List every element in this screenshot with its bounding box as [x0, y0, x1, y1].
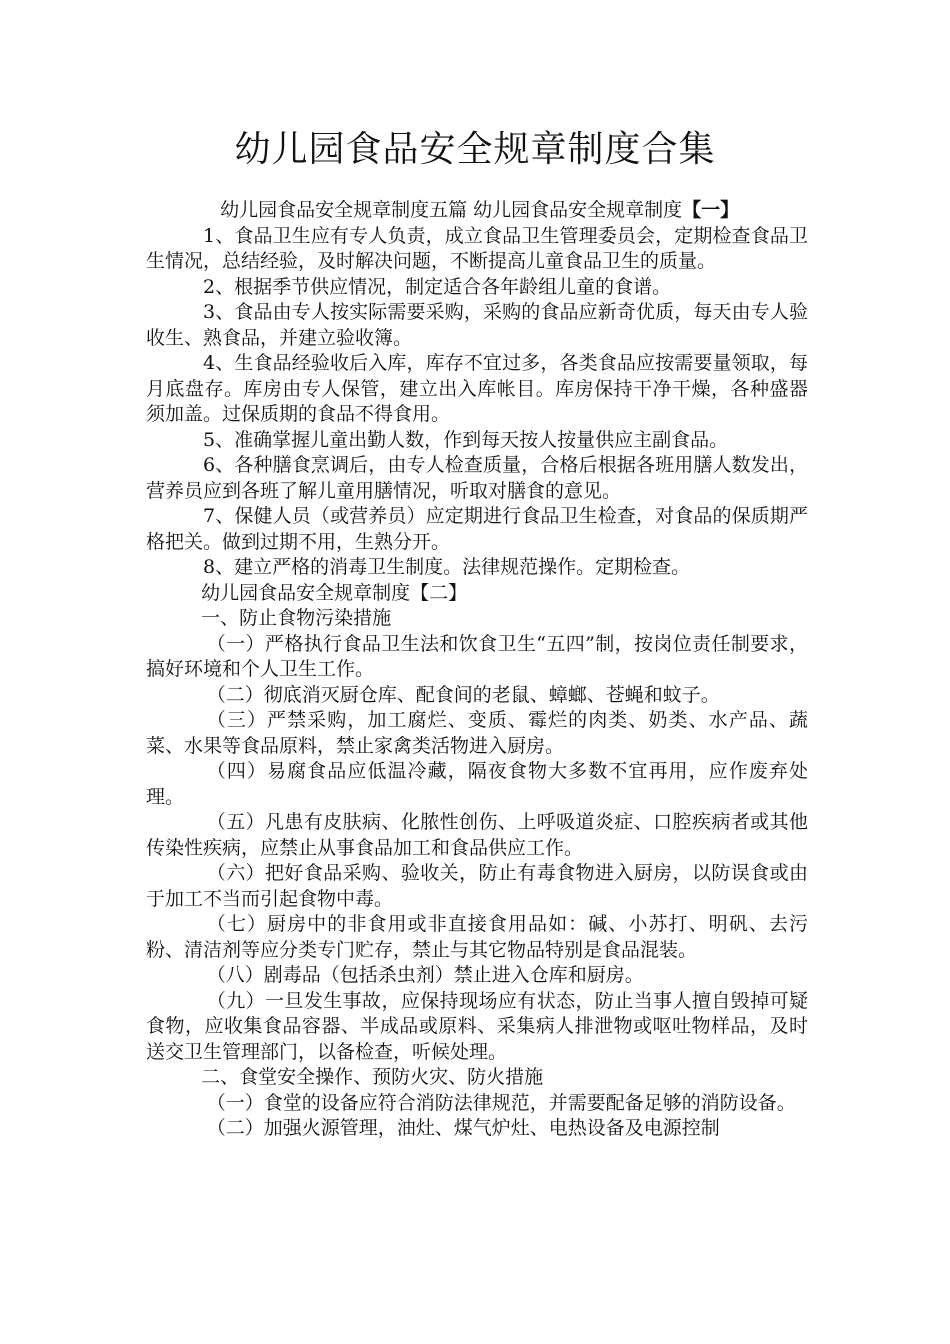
document-title: 幼儿园食品安全规章制度合集	[234, 129, 716, 170]
measure-item: （二）彻底消灭厨仓库、配食间的老鼠、蟑螂、苍蝇和蚊子。	[206, 683, 720, 706]
rule-item: 1、食品卫生应有专人负责，成立食品卫生管理委员会，定期检查食品卫生情况，总结经验，及时解决问题，不断提高儿童食品卫生的质量。	[146, 224, 808, 272]
section-one-heading: 一、防止食物污染措施	[201, 607, 392, 629]
measure-item: （八）剧毒品（包括杀虫剂）禁止进入仓库和厨房。	[206, 964, 644, 986]
rule-item: 5、准确掌握儿童出勤人数，作到每天按人按量供应主副食品。	[203, 428, 729, 451]
intro-section-marker: 【一】	[682, 199, 740, 221]
rule-item: 4、生食品经验收后入库，库存不宜过多，各类食品应按需要量领取，每月底盘存。库房由专人保管，建立出入库帐目。库房保持干净干燥，各种盛器须加盖。过保质期的食品不得食用。	[146, 352, 808, 425]
measure-item: （六）把好食品采购、验收关，防止有毒食物进入厨房，以防误食或由于加工不当而引起食物中毒。	[146, 862, 808, 910]
measure-item: （五）凡患有皮肤病、化脓性创伤、上呼吸道炎症、口腔疾病者或其他传染性疾病，应禁止从事食品加工和食品供应工作。	[146, 811, 808, 859]
measure-item: （三）严禁采购，加工腐烂、变质、霉烂的肉类、奶类、水产品、蔬菜、水果等食品原料，禁止家禽类活物进入厨房。	[146, 709, 808, 757]
measure-item: （七）厨房中的非食用或非直接食用品如：碱、小苏打、明矾、去污粉、清洁剂等应分类专门贮存，禁止与其它物品特别是食品混装。	[146, 913, 808, 961]
rule-item: 2、根据季节供应情况，制定适合各年龄组儿童的食谱。	[203, 275, 672, 298]
measure-item: （一）食堂的设备应符合消防法律规范，并需要配备足够的消防设备。	[206, 1091, 796, 1114]
intro-paragraph	[146, 198, 808, 224]
rule-item: 7、保健人员（或营养员）应定期进行食品卫生检查，对食品的保质期严格把关。做到过期不用，生熟分开。	[146, 505, 808, 553]
measure-item: （四）易腐食品应低温冷藏，隔夜食物大多数不宜再用，应作废弃处理。	[146, 760, 808, 808]
intro-text: 幼儿园食品安全规章制度五篇 幼儿园食品安全规章制度	[220, 199, 683, 221]
document-body	[146, 198, 808, 1142]
rule-item: 8、建立严格的消毒卫生制度。法律规范操作。定期检查。	[203, 556, 691, 578]
section-two-heading: 二、食堂安全操作、预防火灾、防火措施	[201, 1066, 544, 1088]
measure-item: （二）加强火源管理，油灶、煤气炉灶、电热设备及电源控制	[206, 1117, 720, 1139]
measure-item: （九）一旦发生事故，应保持现场应有状态，防止当事人擅自毁掉可疑食物，应收集食品容器、半成品或原料、采集病人排泄物或呕吐物样品，及时送交卫生管理部门，以备检查，听候处理。	[146, 989, 808, 1063]
part-two-heading: 幼儿园食品安全规章制度【二】	[201, 581, 468, 604]
measure-item: （一）严格执行食品卫生法和饮食卫生“五四”制，按岗位责任制要求，搞好环境和个人卫生工作。	[146, 632, 808, 680]
rule-item: 3、食品由专人按实际需要采购，采购的食品应新奇优质，每天由专人验收生、熟食品，并建立验收簿。	[146, 301, 808, 349]
rule-item: 6、各种膳食烹调后，由专人检查质量，合格后根据各班用膳人数发出，营养员应到各班了解儿童用膳情况，听取对膳食的意见。	[146, 454, 808, 502]
